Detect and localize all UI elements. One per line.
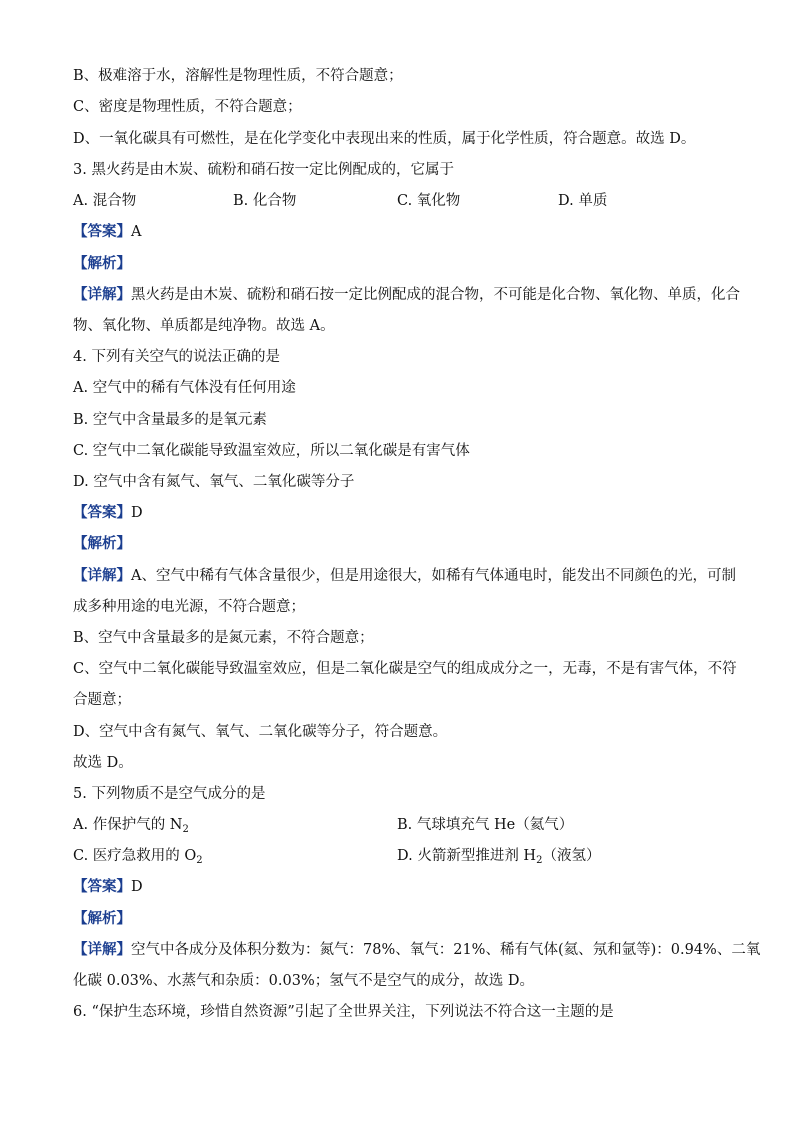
q4-option-c: C. 空气中二氧化碳能导致温室效应，所以二氧化碳是有害气体: [73, 443, 470, 459]
q4-answer: D: [131, 505, 143, 521]
q4-option-b: B. 空气中含量最多的是氧元素: [73, 412, 267, 428]
q2-option-d-explanation: D、一氧化碳具有可燃性，是在化学变化中表现出来的性质，属于化学性质，符合题意。故选 D。: [73, 131, 696, 147]
q5-detail-line-1: [73, 941, 760, 959]
q5-stem: 5. 下列物质不是空气成分的是: [73, 786, 266, 802]
analysis-tag: 【解析】: [73, 255, 131, 272]
q4-detail-line-4: C、空气中二氧化碳能导致温室效应，但是二氧化碳是空气的组成成分之一，无毒，不是有害气体，不符: [73, 661, 737, 677]
q3-answer: A: [131, 224, 142, 240]
q4-answer-line: [73, 504, 143, 522]
q3-stem: 3. 黑火药是由木炭、硫粉和硝石按一定比例配成的，它属于: [73, 162, 454, 178]
q3-detail-line-2: 物、氧化物、单质都是纯净物。故选 A。: [73, 318, 335, 334]
q4-detail-line-3: B、空气中含量最多的是氮元素，不符合题意；: [73, 630, 374, 646]
q2-option-c-explanation: C、密度是物理性质，不符合题意；: [73, 99, 302, 115]
q4-analysis-line: [73, 535, 131, 553]
q5-analysis-line: [73, 910, 131, 928]
q5-detail-line-2: 化碳 0.03%、水蒸气和杂质：0.03%；氢气不是空气的成分，故选 D。: [73, 973, 534, 989]
q4-detail-text-1: A、空气中稀有气体含量很少，但是用途很大，如稀有气体通电时，能发出不同颜色的光，可制: [131, 568, 736, 584]
q4-detail-line-6: D、空气中含有氮气、氧气、二氧化碳等分子，符合题意。: [73, 724, 448, 740]
q3-detail-text-1: 黑火药是由木炭、硫粉和硝石按一定比例配成的混合物，不可能是化合物、氧化物、单质，化合: [131, 287, 740, 303]
q4-option-d: D. 空气中含有氮气、氧气、二氧化碳等分子: [73, 474, 355, 490]
detail-tag: 【详解】: [73, 567, 131, 584]
analysis-tag: 【解析】: [73, 535, 131, 552]
q3-option-c: C. 氧化物: [397, 193, 461, 209]
q3-detail-line-1: [73, 286, 740, 304]
detail-tag: 【详解】: [73, 286, 131, 303]
q5-answer: D: [131, 879, 143, 895]
q3-answer-line: [73, 223, 141, 241]
answer-tag: 【答案】: [73, 223, 131, 240]
q3-option-b: B. 化合物: [233, 193, 297, 209]
q4-detail-line-5: 合题意；: [73, 692, 131, 708]
q4-detail-line-1: [73, 567, 736, 585]
analysis-tag: 【解析】: [73, 910, 131, 927]
answer-tag: 【答案】: [73, 878, 131, 895]
q3-analysis-line: [73, 255, 131, 273]
answer-tag: 【答案】: [73, 504, 131, 521]
q5-option-d: D. 火箭新型推进剂 $H_2$（液氢）: [397, 848, 601, 866]
q2-option-b-explanation: B、极难溶于水，溶解性是物理性质，不符合题意；: [73, 68, 403, 84]
q5-answer-line: [73, 878, 143, 896]
q5-option-b: B. 气球填充气 He（氦气）: [397, 817, 574, 833]
q4-option-a: A. 空气中的稀有气体没有任何用途: [73, 380, 296, 396]
q3-option-a: A. 混合物: [73, 193, 137, 209]
q5-option-a: A. 作保护气的 $N_2$: [73, 817, 189, 835]
detail-tag: 【详解】: [73, 941, 131, 958]
q4-stem: 4. 下列有关空气的说法正确的是: [73, 349, 280, 365]
q3-option-d: D. 单质: [558, 193, 608, 209]
q6-stem: 6. “保护生态环境，珍惜自然资源”引起了全世界关注，下列说法不符合这一主题的是: [73, 1004, 614, 1020]
q5-option-c: C. 医疗急救用的 $O_2$: [73, 848, 203, 866]
q5-detail-text-1: 空气中各成分及体积分数为：氮气：78%、氧气：21%、稀有气体(氦、氖和氩等)：0.94%、二氧: [131, 942, 761, 958]
q4-detail-line-7: 故选 D。: [73, 755, 133, 771]
q4-detail-line-2: 成多种用途的电光源，不符合题意；: [73, 599, 305, 615]
